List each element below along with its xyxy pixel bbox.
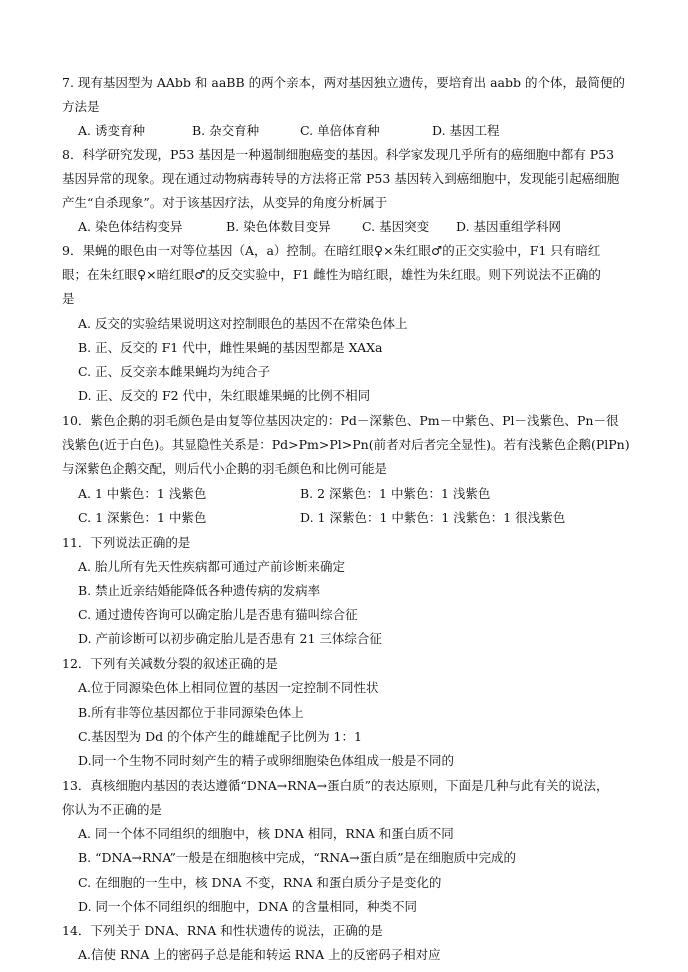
q10-stem-line2: 浅紫色(近于白色)。其显隐性关系是：Pd>Pm>Pl>Pn(前者对后者完全显性)。若有浅紫色企鹅(PlPn) bbox=[62, 437, 630, 452]
q11-option-b: B. 禁止近亲结婚能降低各种遗传病的发病率 bbox=[78, 583, 321, 598]
q12-option-d: D.同一个生物不同时刻产生的精子或卵细胞染色体组成一般是不同的 bbox=[78, 753, 455, 768]
q11-option-d: D. 产前诊断可以初步确定胎儿是否患有 21 三体综合征 bbox=[78, 631, 382, 646]
q7-stem-line1: 7. 现有基因型为 AAbb 和 aaBB 的两个亲本，两对基因独立遗传，要培育出 aabb 的个体，最简便的 bbox=[62, 75, 625, 90]
q13-stem-line2: 你认为不正确的是 bbox=[62, 802, 163, 817]
q7-stem-line2: 方法是 bbox=[62, 99, 100, 114]
q14-stem: 14．下列关于 DNA、RNA 和性状遗传的说法，正确的是 bbox=[62, 923, 383, 938]
q13-stem-line1: 13．真核细胞内基因的表达遵循“DNA→RNA→蛋白质”的表达原则，下面是几种与此有关的说法， bbox=[62, 778, 609, 793]
q9-stem-line3: 是 bbox=[62, 291, 75, 306]
q13-option-b: B. “DNA→RNA”一般是在细胞核中完成，“RNA→蛋白质”是在细胞质中完成的 bbox=[78, 850, 517, 865]
q12-option-a: A.位于同源染色体上相同位置的基因一定控制不同性状 bbox=[78, 680, 379, 695]
q9-stem-line2: 眼；在朱红眼♀×暗红眼♂的反交实验中，F1 雌性为暗红眼，雄性为朱红眼。则下列说法不正确的 bbox=[62, 267, 601, 282]
q10-option-d: D. 1 深紫色：1 中紫色：1 浅紫色：1 很浅紫色 bbox=[300, 510, 566, 525]
q12-option-c: C.基因型为 Dd 的个体产生的雌雄配子比例为 1：1 bbox=[78, 729, 362, 744]
q7-option-c: C. 单倍体育种 bbox=[300, 123, 380, 138]
q10-option-c: C. 1 深紫色：1 中紫色 bbox=[78, 510, 207, 525]
q9-option-a: A. 反交的实验结果说明这对控制眼色的基因不在常染色体上 bbox=[78, 316, 408, 331]
q13-option-c: C. 在细胞的一生中，核 DNA 不变，RNA 和蛋白质分子是变化的 bbox=[78, 875, 442, 890]
q8-option-b: B. 染色体数目变异 bbox=[226, 219, 331, 234]
q13-option-d: D. 同一个体不同组织的细胞中，DNA 的含量相同，种类不同 bbox=[78, 899, 417, 914]
q11-option-c: C. 通过遗传咨询可以确定胎儿是否患有猫叫综合征 bbox=[78, 607, 358, 622]
q10-option-a: A. 1 中紫色：1 浅紫色 bbox=[78, 486, 207, 501]
q10-stem-line3: 与深紫色企鹅交配，则后代小企鹅的羽毛颜色和比例可能是 bbox=[62, 461, 388, 476]
q14-option-a: A.信使 RNA 上的密码子总是能和转运 RNA 上的反密码子相对应 bbox=[78, 947, 441, 962]
q9-option-c: C. 正、反交亲本雌果蝇均为纯合子 bbox=[78, 364, 271, 379]
q9-option-d: D. 正、反交的 F2 代中，朱红眼雄果蝇的比例不相同 bbox=[78, 388, 371, 403]
q8-stem-line1: 8．科学研究发现，P53 基因是一种遏制细胞癌变的基因。科学家发现几乎所有的癌细胞中都有 P53 bbox=[62, 147, 615, 162]
q8-option-d: D. 基因重组学科网 bbox=[456, 219, 562, 234]
q8-option-a: A. 染色体结构变异 bbox=[78, 219, 183, 234]
q11-stem: 11．下列说法正确的是 bbox=[62, 535, 191, 550]
q12-option-b: B.所有非等位基因都位于非同源染色体上 bbox=[78, 705, 304, 720]
q7-option-b: B. 杂交育种 bbox=[192, 123, 260, 138]
q8-option-c: C. 基因突变 bbox=[362, 219, 430, 234]
q7-option-d: D. 基因工程 bbox=[432, 123, 500, 138]
q7-option-a: A. 诱变育种 bbox=[78, 123, 145, 138]
q13-option-a: A. 同一个体不同组织的细胞中，核 DNA 相同，RNA 和蛋白质不同 bbox=[78, 826, 454, 841]
q8-stem-line2: 基因异常的现象。现在通过动物病毒转导的方法将正常 P53 基因转入到癌细胞中，发现能引起癌细胞 bbox=[62, 171, 620, 186]
q8-stem-line3: 产生“自杀现象”。对于该基因疗法，从变异的角度分析属于 bbox=[62, 195, 388, 210]
q9-stem-line1: 9．果蝇的眼色由一对等位基因（A，a）控制。在暗红眼♀×朱红眼♂的正交实验中，F1 只有暗红 bbox=[62, 243, 601, 258]
q9-option-b: B. 正、反交的 F1 代中，雌性果蝇的基因型都是 XAXa bbox=[78, 340, 383, 355]
q10-option-b: B. 2 深紫色：1 中紫色：1 浅紫色 bbox=[300, 486, 491, 501]
q10-stem-line1: 10．紫色企鹅的羽毛颜色是由复等位基因决定的：Pd－深紫色、Pm－中紫色、Pl－浅紫色、Pn－很 bbox=[62, 413, 619, 428]
q11-option-a: A. 胎儿所有先天性疾病都可通过产前诊断来确定 bbox=[78, 559, 345, 574]
q12-stem: 12．下列有关减数分裂的叙述正确的是 bbox=[62, 656, 278, 671]
